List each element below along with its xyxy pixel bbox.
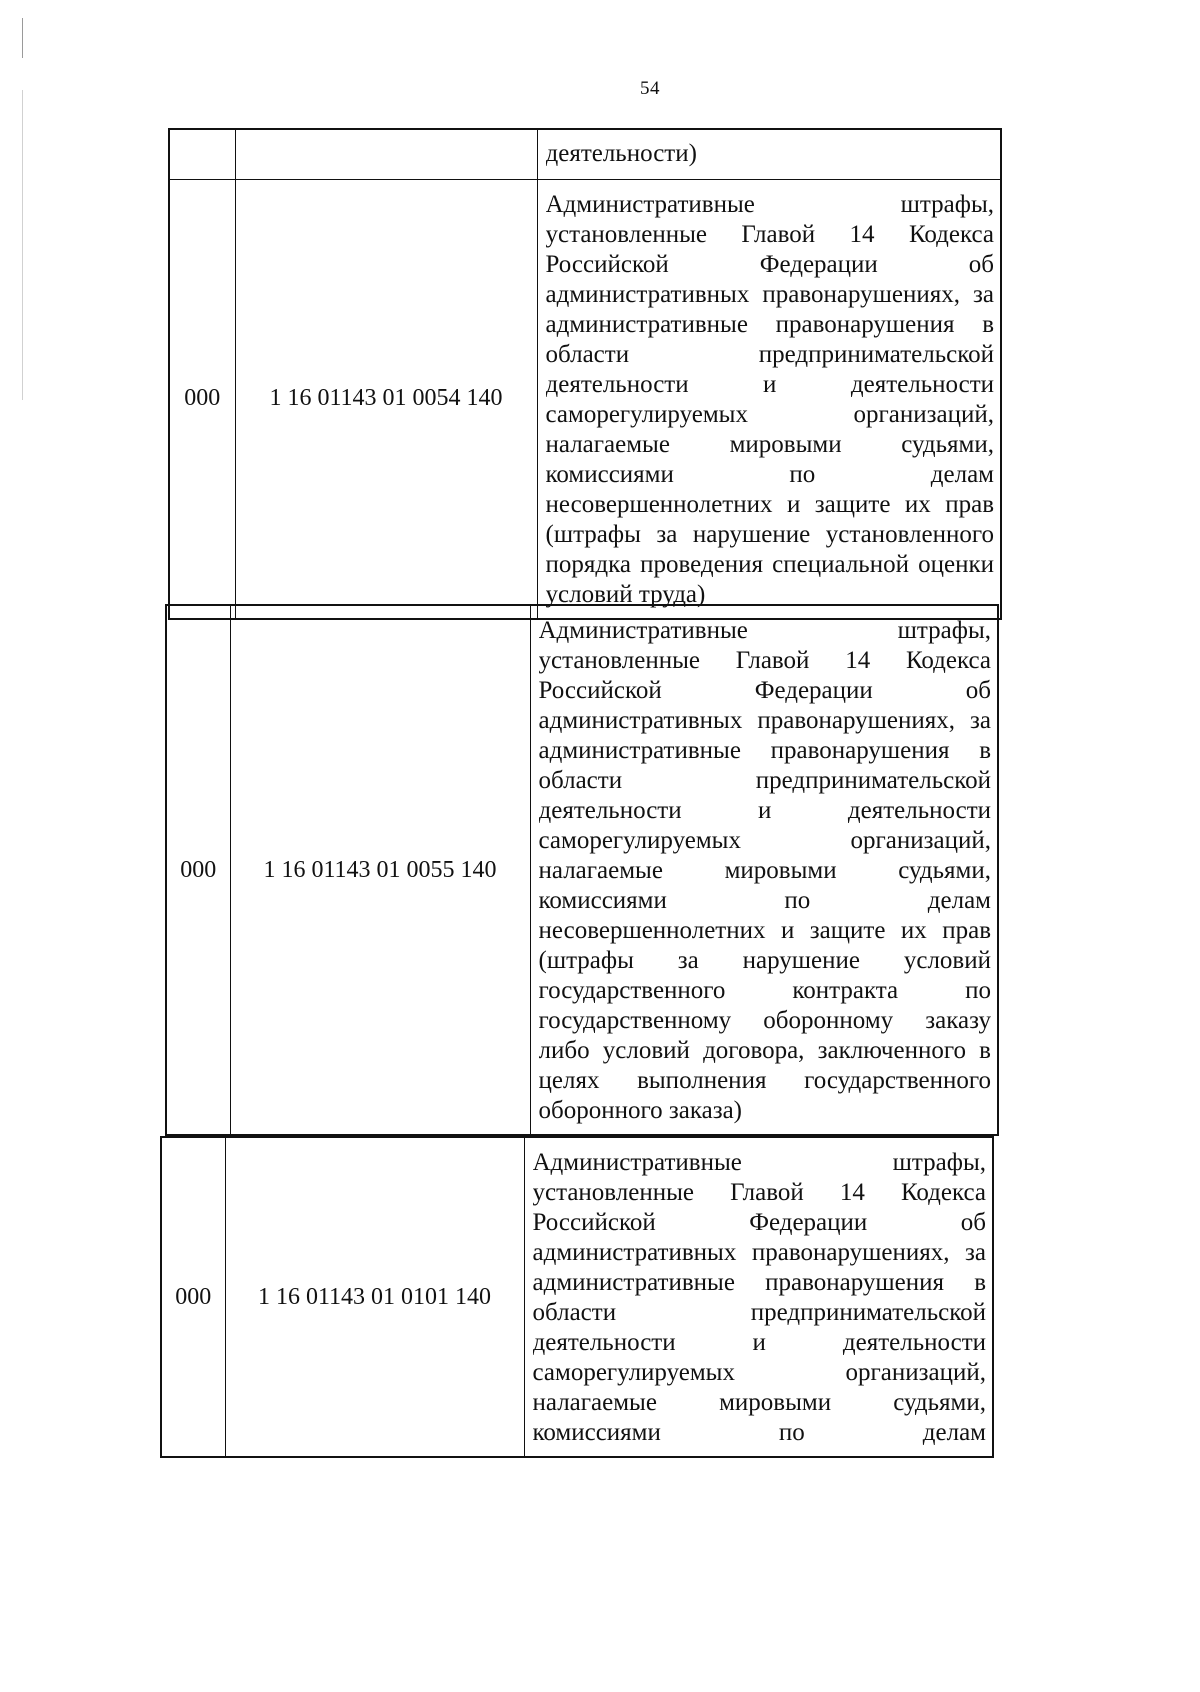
- admin-code-cell: 000: [169, 179, 235, 619]
- table-row: [166, 605, 998, 1135]
- description-line: Административные штрафы,: [538, 617, 991, 644]
- description-line: административные правонарушения в: [538, 737, 991, 764]
- description-line: Административные штрафы,: [532, 1149, 986, 1176]
- description-line: (штрафы за нарушение установленного: [545, 520, 994, 548]
- budget-codes-table-part-2: [165, 604, 999, 1136]
- description-line: Российской Федерации об: [538, 677, 991, 704]
- description-line: (штрафы за нарушение условий: [538, 947, 991, 974]
- description-line: административных правонарушениях, за: [532, 1239, 986, 1266]
- budget-code-cell: [235, 129, 537, 179]
- description-line: порядка проведения специальной оценки: [545, 550, 994, 578]
- description-line: установленные Главой 14 Кодекса: [545, 220, 994, 248]
- table-row: [161, 1137, 993, 1457]
- description-line: Административные штрафы,: [545, 190, 994, 218]
- description-cell: [524, 1137, 993, 1457]
- description-cell: [537, 129, 1001, 179]
- description-line: комиссиями по делам: [532, 1419, 986, 1446]
- description-line: области предпринимательской: [532, 1299, 986, 1326]
- table-row: [169, 129, 1001, 179]
- scan-margin-mark: [22, 90, 23, 400]
- description-line: области предпринимательской: [538, 767, 991, 794]
- description-line: оборонного заказа): [538, 1097, 742, 1124]
- budget-code-cell: 1 16 01143 01 0054 140: [235, 179, 537, 619]
- description-line: установленные Главой 14 Кодекса: [538, 647, 991, 674]
- description-line: Российской Федерации об: [532, 1209, 986, 1236]
- description-cell: [537, 179, 1001, 619]
- budget-codes-table-part-3: [160, 1136, 994, 1458]
- budget-codes-table-part-1: [168, 128, 1002, 620]
- description-line: комиссиями по делам: [538, 887, 991, 914]
- page-number: 54: [640, 78, 660, 99]
- description-line: административных правонарушениях, за: [538, 707, 991, 734]
- description-line: административные правонарушения в: [532, 1269, 986, 1296]
- description-line: государственному оборонному заказу: [538, 1007, 991, 1034]
- description-line: деятельности и деятельности: [532, 1329, 986, 1356]
- description-line: саморегулируемых организаций,: [545, 400, 994, 428]
- description-line: налагаемые мировыми судьями,: [532, 1389, 986, 1416]
- description-line: Российской Федерации об: [545, 250, 994, 278]
- budget-code-cell: 1 16 01143 01 0055 140: [230, 605, 530, 1135]
- description-line: деятельности и деятельности: [538, 797, 991, 824]
- description-line: установленные Главой 14 Кодекса: [532, 1179, 986, 1206]
- description-line: области предпринимательской: [545, 340, 994, 368]
- description-line: налагаемые мировыми судьями,: [545, 430, 994, 458]
- admin-code-cell: 000: [161, 1137, 225, 1457]
- description-line: деятельности): [545, 140, 697, 168]
- table-row: [169, 179, 1001, 619]
- admin-code-cell: 000: [166, 605, 230, 1135]
- description-line: административные правонарушения в: [545, 310, 994, 338]
- description-line: саморегулируемых организаций,: [538, 827, 991, 854]
- description-line: саморегулируемых организаций,: [532, 1359, 986, 1386]
- description-cell: [530, 605, 998, 1135]
- description-line: несовершеннолетних и защите их прав: [545, 490, 994, 518]
- description-line: государственного контракта по: [538, 977, 991, 1004]
- admin-code-cell: [169, 129, 235, 179]
- description-line: комиссиями по делам: [545, 460, 994, 488]
- description-line: несовершеннолетних и защите их прав: [538, 917, 991, 944]
- description-line: деятельности и деятельности: [545, 370, 994, 398]
- description-line: либо условий договора, заключенного в: [538, 1037, 991, 1064]
- description-line: целях выполнения государственного: [538, 1067, 991, 1094]
- scan-margin-mark: [22, 18, 23, 58]
- description-line: административных правонарушениях, за: [545, 280, 994, 308]
- budget-code-cell: 1 16 01143 01 0101 140: [225, 1137, 524, 1457]
- description-line: условий труда): [545, 580, 706, 608]
- description-line: налагаемые мировыми судьями,: [538, 857, 991, 884]
